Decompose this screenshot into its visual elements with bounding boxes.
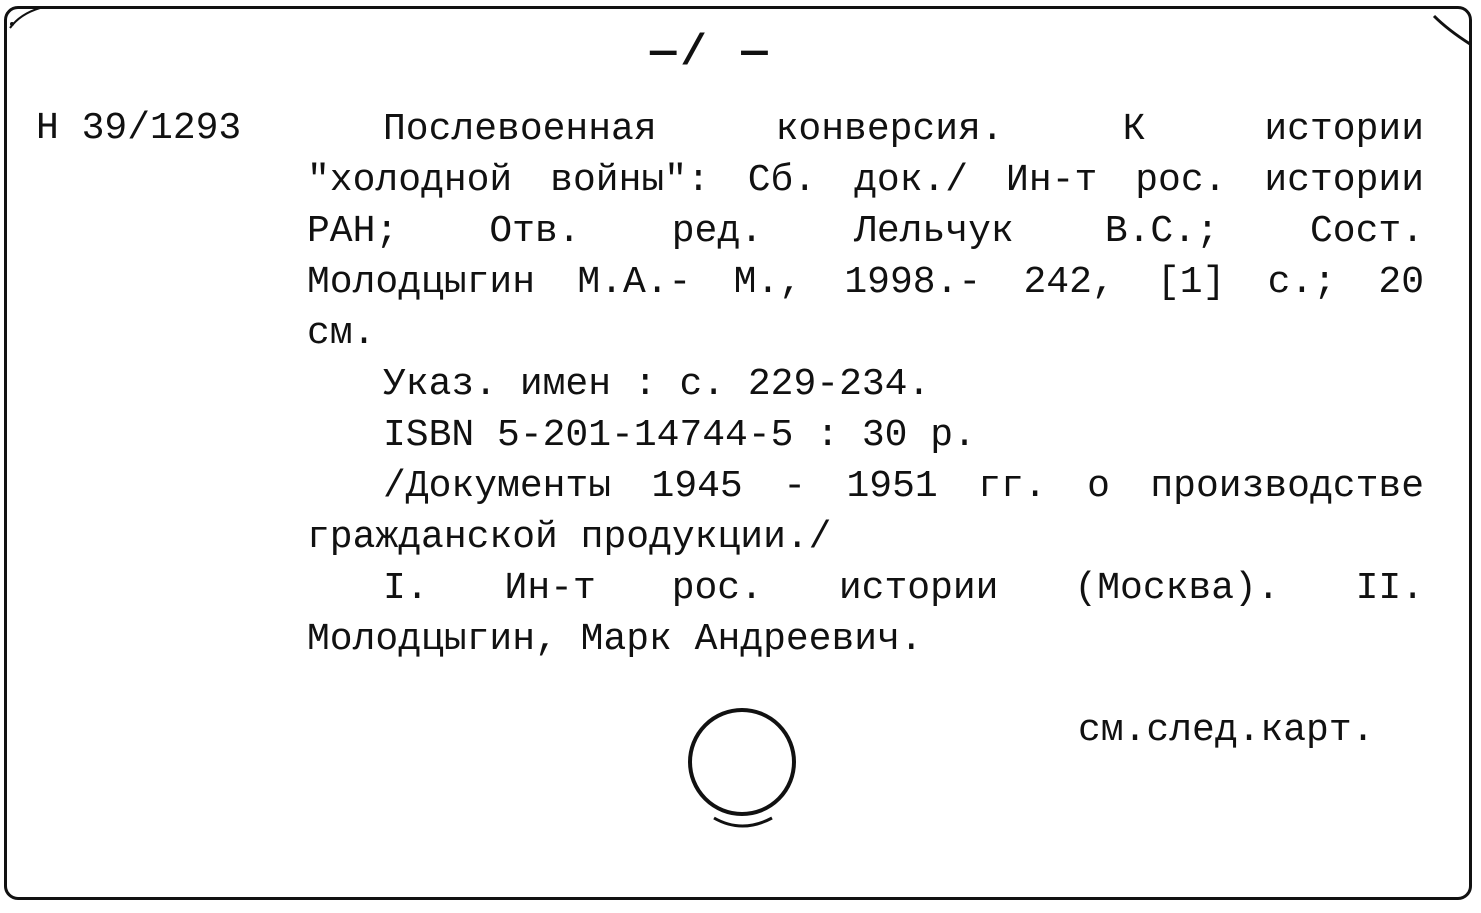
description-line: Послевоенная конверсия. К истории [383,108,1424,151]
description-line: см. [307,312,376,355]
tracing-line: I. Ин-т рос. истории (Москва). II. [383,567,1424,610]
shelf-mark: Н 39/1293 [36,107,242,150]
card-punch-hole [684,706,804,836]
corner-scratch-top-right [1428,8,1476,52]
isbn-price: ISBN 5-201-14744-5 : 30 р. [383,414,976,457]
continued-on-next-card: см.след.карт. [1078,709,1375,752]
corner-scratch-top-left [6,4,46,34]
description-line: "холодной войны": Сб. док./ Ин-т рос. истории [307,159,1424,202]
card-page-number: —/ — [650,28,772,78]
annotation-line: гражданской продукции./ [307,516,832,559]
tracing-line: Молодцыгин, Марк Андреевич. [307,618,923,661]
bibliographic-description [307,104,1424,665]
annotation-line: /Документы 1945 - 1951 гг. о производстве [383,465,1424,508]
description-line: РАН; Отв. ред. Лельчук В.С.; Сост. [307,210,1424,253]
description-line: Молодцыгин М.А.- М., 1998.- 242, [1] с.; 20 [307,261,1424,304]
index-note: Указ. имен : с. 229-234. [383,363,931,406]
